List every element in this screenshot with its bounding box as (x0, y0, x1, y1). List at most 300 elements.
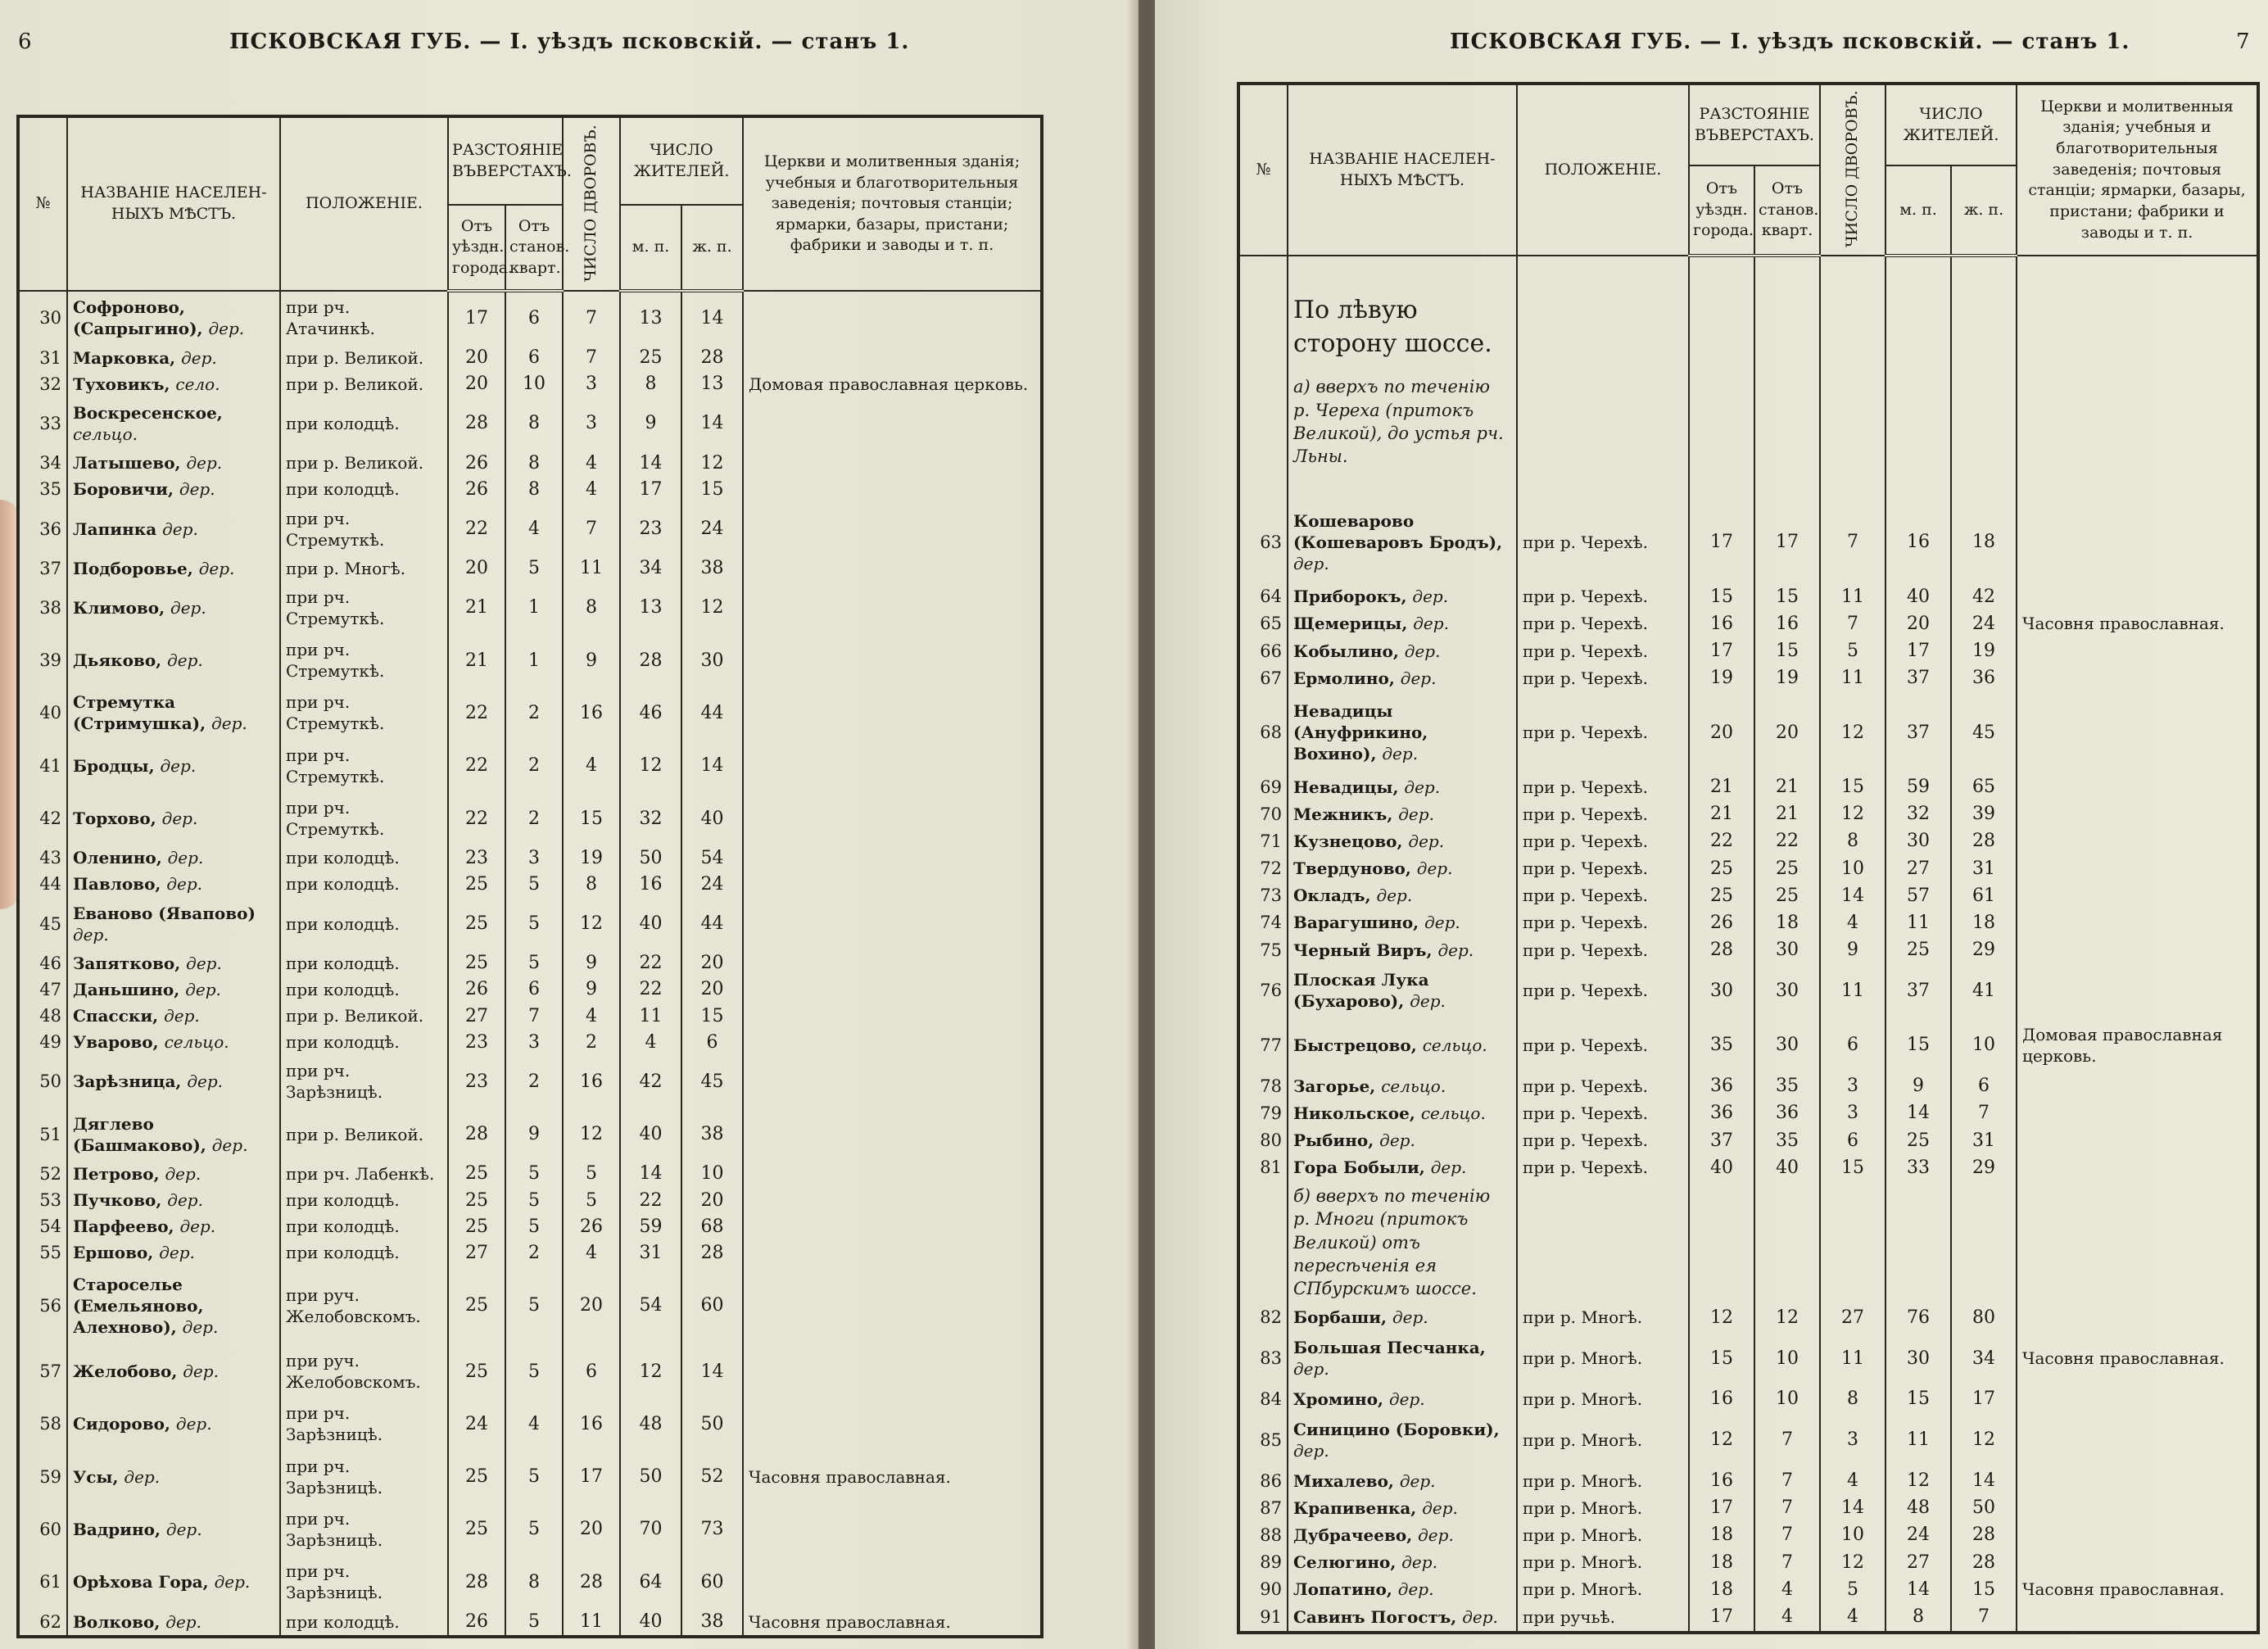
distance-city: 20 (448, 371, 505, 397)
notes (743, 502, 1042, 555)
distance-city: 18 (1689, 1576, 1754, 1603)
distance-city: 21 (1689, 773, 1754, 800)
notes (743, 1503, 1042, 1556)
settlement-kind: дер. (73, 924, 109, 945)
distance-stan: 12 (1754, 1304, 1820, 1331)
table-row (18, 476, 1042, 502)
settlement-position: при р. Черехѣ. (1517, 773, 1689, 800)
table-row (1238, 1126, 2258, 1153)
table-row (18, 371, 1042, 397)
distance-city: 23 (448, 1029, 505, 1055)
settlement-name-text: Окладъ, (1293, 886, 1377, 906)
header-distance: РАЗСТОЯНІЕ ВЪВЕРСТАХЪ. (1689, 84, 1820, 165)
notes (2017, 855, 2258, 882)
settlement-kind: сельцо. (1381, 1076, 1446, 1096)
settlement-position: при рч. Стремуткѣ. (280, 582, 448, 634)
distance-city: 20 (1689, 691, 1754, 773)
settlement-position: при рч. Стремуткѣ. (280, 686, 448, 739)
settlement-kind: дер. (165, 1519, 202, 1539)
notes (2017, 1494, 2258, 1521)
header-dist-stan: Отъ станов. кварт. (1754, 165, 1820, 256)
section-row-b (1238, 1181, 2258, 1304)
table-row (18, 1239, 1042, 1266)
notes (743, 845, 1042, 871)
row-number: 86 (1238, 1467, 1288, 1494)
female-count: 28 (1951, 827, 2017, 854)
male-count: 37 (1885, 963, 1951, 1017)
female-count: 39 (1951, 800, 2017, 827)
male-count: 12 (1885, 1467, 1951, 1494)
distance-city: 27 (448, 1239, 505, 1266)
settlement-name (1288, 855, 1517, 882)
notes (2017, 882, 2258, 909)
distance-city: 37 (1689, 1126, 1754, 1153)
settlement-name-text: Борбаши, (1293, 1307, 1392, 1328)
yards-count: 15 (1820, 773, 1885, 800)
female-count: 31 (1951, 1126, 2017, 1153)
table-row (18, 502, 1042, 555)
settlement-position: при колодцѣ. (280, 845, 448, 871)
male-count: 48 (1885, 1494, 1951, 1521)
distance-stan: 21 (1754, 773, 1820, 800)
male-count: 11 (620, 1003, 681, 1029)
settlement-kind: дер. (175, 1414, 212, 1434)
settlement-name-text: Савинъ Погостъ, (1293, 1606, 1463, 1627)
distance-stan: 5 (505, 555, 563, 582)
row-number: 50 (18, 1055, 67, 1108)
settlement-name-text: Зарѣзница, (73, 1071, 188, 1092)
section-title: По лѣвую сторону шоссе. (1293, 296, 1492, 358)
settlement-kind: дер. (161, 809, 198, 829)
distance-city: 24 (448, 1398, 505, 1450)
table-row (18, 740, 1042, 792)
yards-count: 16 (563, 686, 620, 739)
distance-city: 40 (1689, 1154, 1754, 1181)
male-count: 40 (620, 897, 681, 949)
male-count: 27 (1885, 855, 1951, 882)
distance-stan: 8 (505, 450, 563, 476)
page-number-right: 7 (2236, 29, 2250, 54)
row-number: 85 (1238, 1413, 1288, 1467)
yards-count: 12 (1820, 691, 1885, 773)
row-number: 89 (1238, 1549, 1288, 1576)
male-count: 14 (1885, 1576, 1951, 1603)
male-count: 64 (620, 1556, 681, 1608)
distance-stan: 6 (505, 345, 563, 371)
settlement-position: при колодцѣ. (280, 871, 448, 897)
row-number: 82 (1238, 1304, 1288, 1331)
settlement-name-text: Гора Бобыли, (1293, 1157, 1431, 1178)
settlement-name-text: Синицино (Боровки), (1293, 1419, 1500, 1439)
table-row (1238, 637, 2258, 664)
yards-count: 9 (563, 634, 620, 686)
notes (2017, 1521, 2258, 1548)
settlement-name (1288, 1549, 1517, 1576)
settlement-name-text: Спасски, (73, 1006, 165, 1026)
page-number-left: 6 (18, 29, 32, 54)
distance-stan: 5 (505, 871, 563, 897)
row-number: 32 (18, 371, 67, 397)
notes (743, 476, 1042, 502)
header-female: ж. п. (1951, 165, 2017, 256)
male-count: 13 (620, 582, 681, 634)
yards-count: 4 (563, 450, 620, 476)
settlement-kind: дер. (182, 1316, 219, 1337)
row-number: 65 (1238, 610, 1288, 637)
female-count: 42 (1951, 583, 2017, 610)
distance-stan: 5 (505, 950, 563, 976)
settlement-name-text: Стремутка (Стримушка), (73, 692, 212, 734)
notes (743, 950, 1042, 976)
female-count: 28 (1951, 1521, 2017, 1548)
row-number: 69 (1238, 773, 1288, 800)
distance-city: 28 (448, 1556, 505, 1608)
settlement-name-text: Ермолино, (1293, 668, 1401, 688)
distance-city: 26 (448, 1608, 505, 1637)
distance-city: 26 (448, 476, 505, 502)
notes (2017, 664, 2258, 691)
notes (743, 1213, 1042, 1239)
distance-stan: 15 (1754, 583, 1820, 610)
distance-city: 25 (448, 871, 505, 897)
notes (2017, 1413, 2258, 1467)
notes (743, 1266, 1042, 1344)
male-count: 8 (620, 371, 681, 397)
female-count: 60 (681, 1556, 743, 1608)
settlement-position: при рч. Лабенкѣ. (280, 1161, 448, 1187)
notes (743, 1556, 1042, 1608)
settlement-kind: дер. (211, 714, 247, 734)
settlement-kind: дер. (186, 453, 223, 473)
settlement-name (1288, 909, 1517, 936)
male-count: 40 (1885, 583, 1951, 610)
male-count: 59 (1885, 773, 1951, 800)
row-number: 70 (1238, 800, 1288, 827)
table-row (18, 1556, 1042, 1608)
settlement-name (1288, 800, 1517, 827)
female-count: 12 (681, 450, 743, 476)
settlement-kind: дер. (1376, 886, 1413, 906)
row-number: 67 (1238, 664, 1288, 691)
notes: Домовая православная церковь. (2017, 1018, 2258, 1072)
male-count: 25 (620, 345, 681, 371)
yards-count: 5 (1820, 637, 1885, 664)
settlement-kind: дер. (124, 1466, 161, 1487)
row-number: 73 (1238, 882, 1288, 909)
table-row (18, 345, 1042, 371)
settlement-name-text: Дубрачеево, (1293, 1524, 1419, 1545)
male-count: 30 (1885, 827, 1951, 854)
settlement-kind: дер. (160, 755, 197, 776)
yards-count: 8 (1820, 1385, 1885, 1412)
settlement-name-text: Рыбино, (1293, 1130, 1380, 1150)
distance-city: 22 (448, 502, 505, 555)
settlement-position: при р. Великой. (280, 450, 448, 476)
yards-count: 15 (563, 792, 620, 845)
male-count: 32 (620, 792, 681, 845)
settlement-name (1288, 1126, 1517, 1153)
settlement-name (67, 345, 280, 371)
row-number: 40 (18, 686, 67, 739)
settlement-kind: дер. (214, 1572, 251, 1592)
settlement-position: при р. Великой. (280, 371, 448, 397)
settlement-name-text: Ершово, (73, 1243, 160, 1263)
row-number: 42 (18, 792, 67, 845)
distance-city: 28 (1689, 936, 1754, 963)
distance-city: 12 (1689, 1304, 1754, 1331)
distance-city: 23 (448, 845, 505, 871)
yards-count: 11 (563, 555, 620, 582)
table-row (1238, 1603, 2258, 1633)
settlement-name (67, 740, 280, 792)
settlement-kind: дер. (1422, 1497, 1458, 1518)
table-row (18, 582, 1042, 634)
notes (743, 1398, 1042, 1450)
distance-stan: 5 (505, 1450, 563, 1502)
settlement-kind: дер. (1404, 641, 1441, 661)
female-count: 38 (681, 555, 743, 582)
settlement-position: при р. Многѣ. (1517, 1304, 1689, 1331)
settlement-name (67, 476, 280, 502)
distance-stan: 2 (505, 1239, 563, 1266)
male-count: 14 (1885, 1099, 1951, 1126)
male-count: 40 (620, 1608, 681, 1637)
yards-count: 7 (563, 502, 620, 555)
row-number: 88 (1238, 1521, 1288, 1548)
table-body-left (18, 291, 1042, 1637)
female-count: 20 (681, 950, 743, 976)
distance-city: 28 (448, 1108, 505, 1161)
distance-city: 25 (448, 897, 505, 949)
yards-count: 10 (1820, 855, 1885, 882)
distance-city: 20 (448, 555, 505, 582)
settlement-name (67, 502, 280, 555)
yards-count: 7 (563, 345, 620, 371)
settlement-name (67, 1556, 280, 1608)
male-count: 27 (1885, 1549, 1951, 1576)
settlement-name (1288, 773, 1517, 800)
male-count: 23 (620, 502, 681, 555)
female-count: 73 (681, 1503, 743, 1556)
settlement-kind: дер. (1382, 744, 1419, 764)
distance-stan: 25 (1754, 855, 1820, 882)
distance-city: 36 (1689, 1099, 1754, 1126)
distance-city: 28 (448, 397, 505, 450)
yards-count: 26 (563, 1213, 620, 1239)
table-row (18, 397, 1042, 450)
distance-city: 17 (1689, 1603, 1754, 1633)
male-count: 50 (620, 1450, 681, 1502)
male-count: 54 (620, 1266, 681, 1344)
distance-stan: 22 (1754, 827, 1820, 854)
settlement-position: при колодцѣ. (280, 476, 448, 502)
settlement-kind: дер. (170, 597, 206, 618)
settlement-name (1288, 1331, 1517, 1385)
settlement-kind: дер. (1413, 614, 1449, 634)
distance-city: 16 (1689, 1467, 1754, 1494)
female-count: 14 (681, 291, 743, 345)
header-male: м. п. (620, 205, 681, 291)
notes (743, 1055, 1042, 1108)
distance-city: 26 (1689, 909, 1754, 936)
distance-city: 25 (448, 1266, 505, 1344)
distance-stan: 36 (1754, 1099, 1820, 1126)
settlement-kind: село. (175, 374, 220, 394)
yards-count: 3 (1820, 1413, 1885, 1467)
table-row (18, 1608, 1042, 1637)
female-count: 45 (681, 1055, 743, 1108)
settlement-name (67, 1213, 280, 1239)
table-row (1238, 664, 2258, 691)
row-number: 30 (18, 291, 67, 345)
yards-count: 5 (563, 1187, 620, 1213)
notes: Часовня православная. (2017, 1576, 2258, 1603)
table-row (1238, 583, 2258, 610)
male-count: 22 (620, 1187, 681, 1213)
header-dist-city: Отъ уѣздн. города. (1689, 165, 1754, 256)
row-number: 31 (18, 345, 67, 371)
settlement-position: при колодцѣ. (280, 397, 448, 450)
table-row (1238, 773, 2258, 800)
settlement-kind: сельцо. (1420, 1103, 1486, 1123)
distance-city: 36 (1689, 1072, 1754, 1099)
distance-city: 23 (448, 1055, 505, 1108)
row-number: 45 (18, 897, 67, 949)
distance-stan: 6 (505, 291, 563, 345)
yards-count: 4 (1820, 909, 1885, 936)
settlement-name-text: Уварово, (73, 1032, 165, 1053)
distance-stan: 5 (505, 897, 563, 949)
row-number: 47 (18, 976, 67, 1003)
male-count: 12 (620, 1345, 681, 1398)
settlement-name (1288, 1494, 1517, 1521)
settlement-position: при р. Черехѣ. (1517, 501, 1689, 583)
table-row (1238, 1521, 2258, 1548)
distance-stan: 2 (505, 740, 563, 792)
female-count: 36 (1951, 664, 2017, 691)
notes (743, 291, 1042, 345)
male-count: 11 (1885, 909, 1951, 936)
distance-stan: 5 (505, 1213, 563, 1239)
settlement-position: при р. Многѣ. (1517, 1385, 1689, 1412)
yards-count: 11 (1820, 1331, 1885, 1385)
male-count: 15 (1885, 1018, 1951, 1072)
male-count: 25 (1885, 1126, 1951, 1153)
yards-count: 11 (1820, 963, 1885, 1017)
settlement-position: при рч. Зарѣзницѣ. (280, 1556, 448, 1608)
row-number: 54 (18, 1213, 67, 1239)
settlement-name-text: Селюгино, (1293, 1552, 1402, 1573)
subsection-b-text: б) вверхъ по теченію р. Многи (притокъ Великой) отъ пересѣченія ея СПбурскимъ шоссе. (1293, 1185, 1491, 1299)
header-male: м. п. (1885, 165, 1951, 256)
settlement-position: при колодцѣ. (280, 1608, 448, 1637)
settlement-name-text: Лопатино, (1293, 1579, 1398, 1600)
settlement-name (67, 582, 280, 634)
settlement-kind: дер. (1399, 1470, 1436, 1491)
header-distance: РАЗСТОЯНІЕ ВЪВЕРСТАХЪ. (448, 116, 563, 205)
row-number: 44 (18, 871, 67, 897)
table-row (18, 1398, 1042, 1450)
male-count: 11 (1885, 1413, 1951, 1467)
settlement-name (67, 871, 280, 897)
row-number: 48 (18, 1003, 67, 1029)
yards-count: 12 (1820, 800, 1885, 827)
settlement-kind: дер. (164, 1006, 200, 1026)
table-row (1238, 855, 2258, 882)
settlement-name-text: Черный Виръ, (1293, 940, 1438, 960)
settlement-position: при рч. Атачинкѣ. (280, 291, 448, 345)
settlement-name-text: Твердуново, (1293, 858, 1417, 879)
notes (2017, 501, 2258, 583)
settlement-name (67, 1398, 280, 1450)
header-position: ПОЛОЖЕНІЕ. (280, 116, 448, 291)
settlement-name-text: Павлово, (73, 874, 167, 895)
distance-city: 25 (448, 1213, 505, 1239)
settlement-position: при рч. Стремуткѣ. (280, 634, 448, 686)
table-row (18, 1345, 1042, 1398)
male-count: 22 (620, 976, 681, 1003)
distance-stan: 4 (505, 1398, 563, 1450)
settlement-name (1288, 691, 1517, 773)
distance-city: 20 (448, 345, 505, 371)
row-number: 75 (1238, 936, 1288, 963)
female-count: 20 (681, 1187, 743, 1213)
settlement-name-text: Усы, (73, 1466, 124, 1487)
settlement-kind: дер. (1410, 991, 1446, 1012)
distance-city: 21 (1689, 800, 1754, 827)
row-number: 68 (1238, 691, 1288, 773)
settlement-name (67, 950, 280, 976)
settlement-name (1288, 1304, 1517, 1331)
settlement-name-text: Невадицы, (1293, 777, 1405, 797)
row-number: 37 (18, 555, 67, 582)
settlement-name (67, 792, 280, 845)
settlement-position: при р. Великой. (280, 1108, 448, 1161)
settlement-position: при колодцѣ. (280, 976, 448, 1003)
row-number: 46 (18, 950, 67, 976)
female-count: 68 (681, 1213, 743, 1239)
notes (2017, 1154, 2258, 1181)
settlement-position: при рч. Стремуткѣ. (280, 740, 448, 792)
male-count: 28 (620, 634, 681, 686)
yards-count: 5 (1820, 1576, 1885, 1603)
settlement-position: при р. Великой. (280, 1003, 448, 1029)
female-count: 6 (681, 1029, 743, 1055)
settlement-kind: дер. (1398, 804, 1434, 824)
distance-city: 25 (1689, 855, 1754, 882)
female-count: 29 (1951, 936, 2017, 963)
yards-count: 12 (563, 897, 620, 949)
settlement-name-text: Марковка, (73, 347, 182, 368)
yards-count: 4 (563, 1003, 620, 1029)
male-count: 14 (620, 1161, 681, 1187)
female-count: 65 (1951, 773, 2017, 800)
distance-stan: 7 (1754, 1494, 1820, 1521)
female-count: 14 (681, 740, 743, 792)
settlement-name-text: Воскресенское, (73, 402, 223, 423)
settlement-name (1288, 610, 1517, 637)
header-name: НАЗВАНІЕ НАСЕЛЕН-НЫХЪ МѢСТЪ. (67, 116, 280, 291)
settlement-name-text: Желобово, (73, 1361, 183, 1381)
distance-stan: 3 (505, 1029, 563, 1055)
yards-count: 6 (1820, 1018, 1885, 1072)
row-number: 80 (1238, 1126, 1288, 1153)
notes (2017, 1549, 2258, 1576)
settlement-name-text: Даньшино, (73, 979, 186, 999)
row-number: 52 (18, 1161, 67, 1187)
running-head-left: ПСКОВСКАЯ ГУБ. — I. уѣздъ псковскій. — станъ 1. (229, 29, 910, 54)
settlement-position: при руч. Желобовскомъ. (280, 1345, 448, 1398)
